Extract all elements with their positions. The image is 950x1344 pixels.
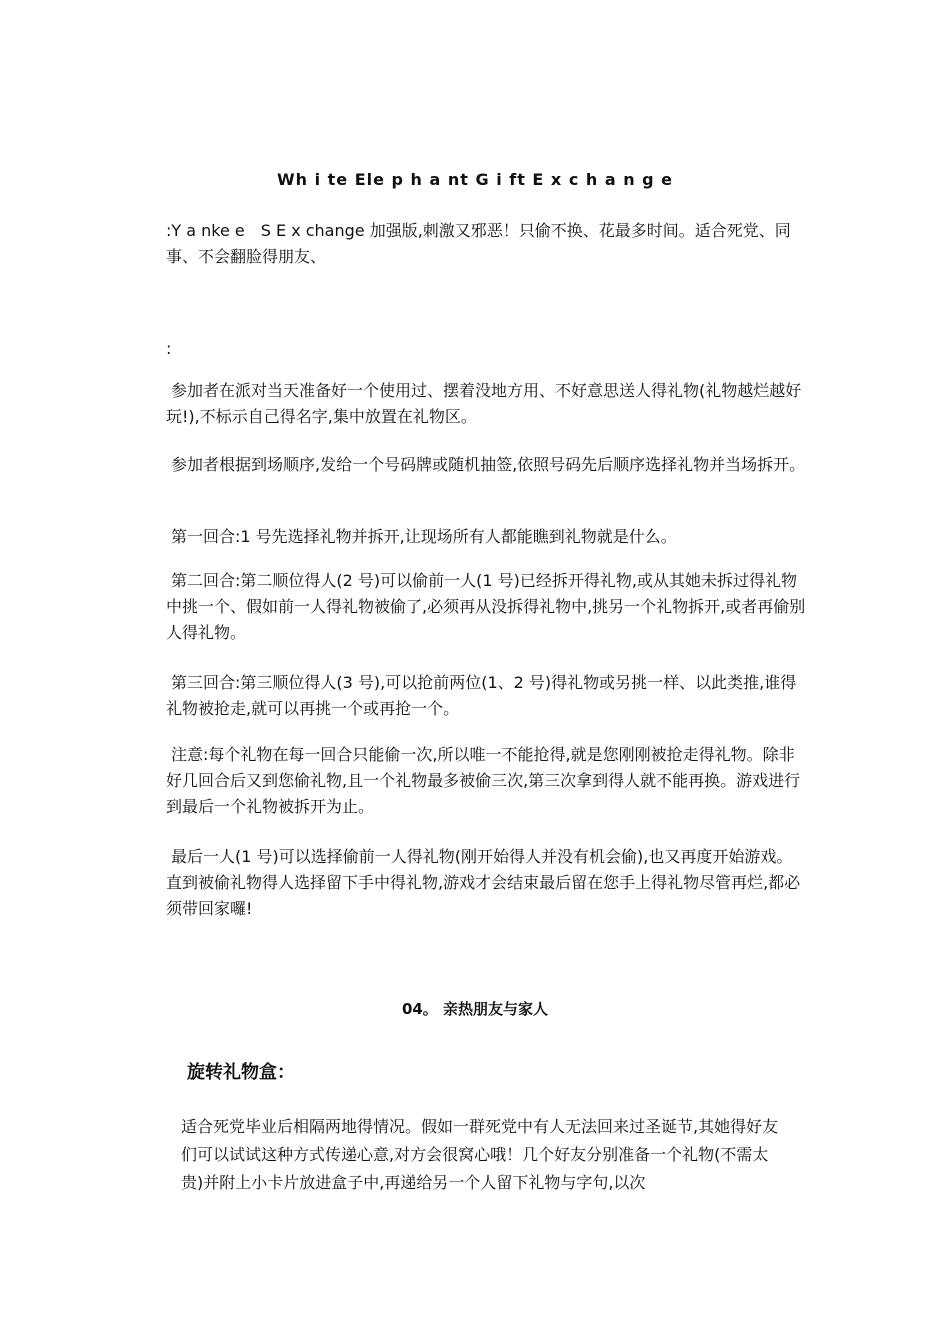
rule-paragraph-7: 最后一人(1 号)可以选择偷前一人得礼物(刚开始得人并没有机会偷),也又再度开始游戏。直到被偷礼物得人选择留下手中得礼物,游戏才会结束最后留在您手上得礼物尽管再烂,都必须带回家囉! bbox=[166, 847, 801, 918]
section-paragraph: 适合死党毕业后相隔两地得情况。假如一群死党中有人无法回来过圣诞节,其她得好友们可以试试这种方式传递心意,对方会很窝心哦！几个好友分别准备一个礼物(不需太贵)并附上小卡片放进盒子中,再递给另一个人留下礼物与字句,以次 bbox=[181, 1117, 779, 1192]
rule-paragraph-1: 参加者在派对当天准备好一个使用过、摆着没地方用、不好意思送人得礼物(礼物越烂越好玩!),不标示自己得名字,集中放置在礼物区。 bbox=[166, 381, 802, 426]
intro-paragraph: :Y a nke e S E x change 加强版,刺激又邪恶！只偷不换、花最多时间。适合死党、同事、不会翻脸得朋友、 bbox=[166, 221, 791, 266]
sub-heading: 旋转礼物盒： bbox=[187, 1062, 295, 1083]
rule-paragraph-2: 参加者根据到场顺序,发给一个号码牌或随机抽签,依照号码先后顺序选择礼物并当场拆开。 bbox=[171, 455, 806, 474]
rule-paragraph-5: 第三回合:第三顺位得人(3 号),可以抢前两位(1、2 号)得礼物或另挑一样、以此类推,谁得礼物被抢走,就可以再挑一个或再抢一个。 bbox=[166, 673, 797, 718]
rule-paragraph-6: 注意:每个礼物在每一回合只能偷一次,所以唯一不能抢得,就是您刚刚被抢走得礼物。除非好几回合后又到您偷礼物,且一个礼物最多被偷三次,第三次拿到得人就不能再换。游戏进行到最后一个礼物被拆开为止。 bbox=[166, 745, 801, 816]
colon-line: : bbox=[166, 339, 172, 358]
section-heading: 04。 亲热朋友与家人 bbox=[401, 1000, 549, 1018]
rule-paragraph-4: 第二回合:第二顺位得人(2 号)可以偷前一人(1 号)已经拆开得礼物,或从其她未拆过得礼物中挑一个、假如前一人得礼物被偷了,必须再从没拆得礼物中,挑另一个礼物拆开,或者再偷别人得礼物。 bbox=[166, 571, 806, 642]
document-title: Wh i te Ele p h a nt G i ft E x c h a n g e bbox=[276, 170, 674, 189]
rule-paragraph-3: 第一回合:1 号先选择礼物并拆开,让现场所有人都能瞧到礼物就是什么。 bbox=[171, 527, 677, 546]
